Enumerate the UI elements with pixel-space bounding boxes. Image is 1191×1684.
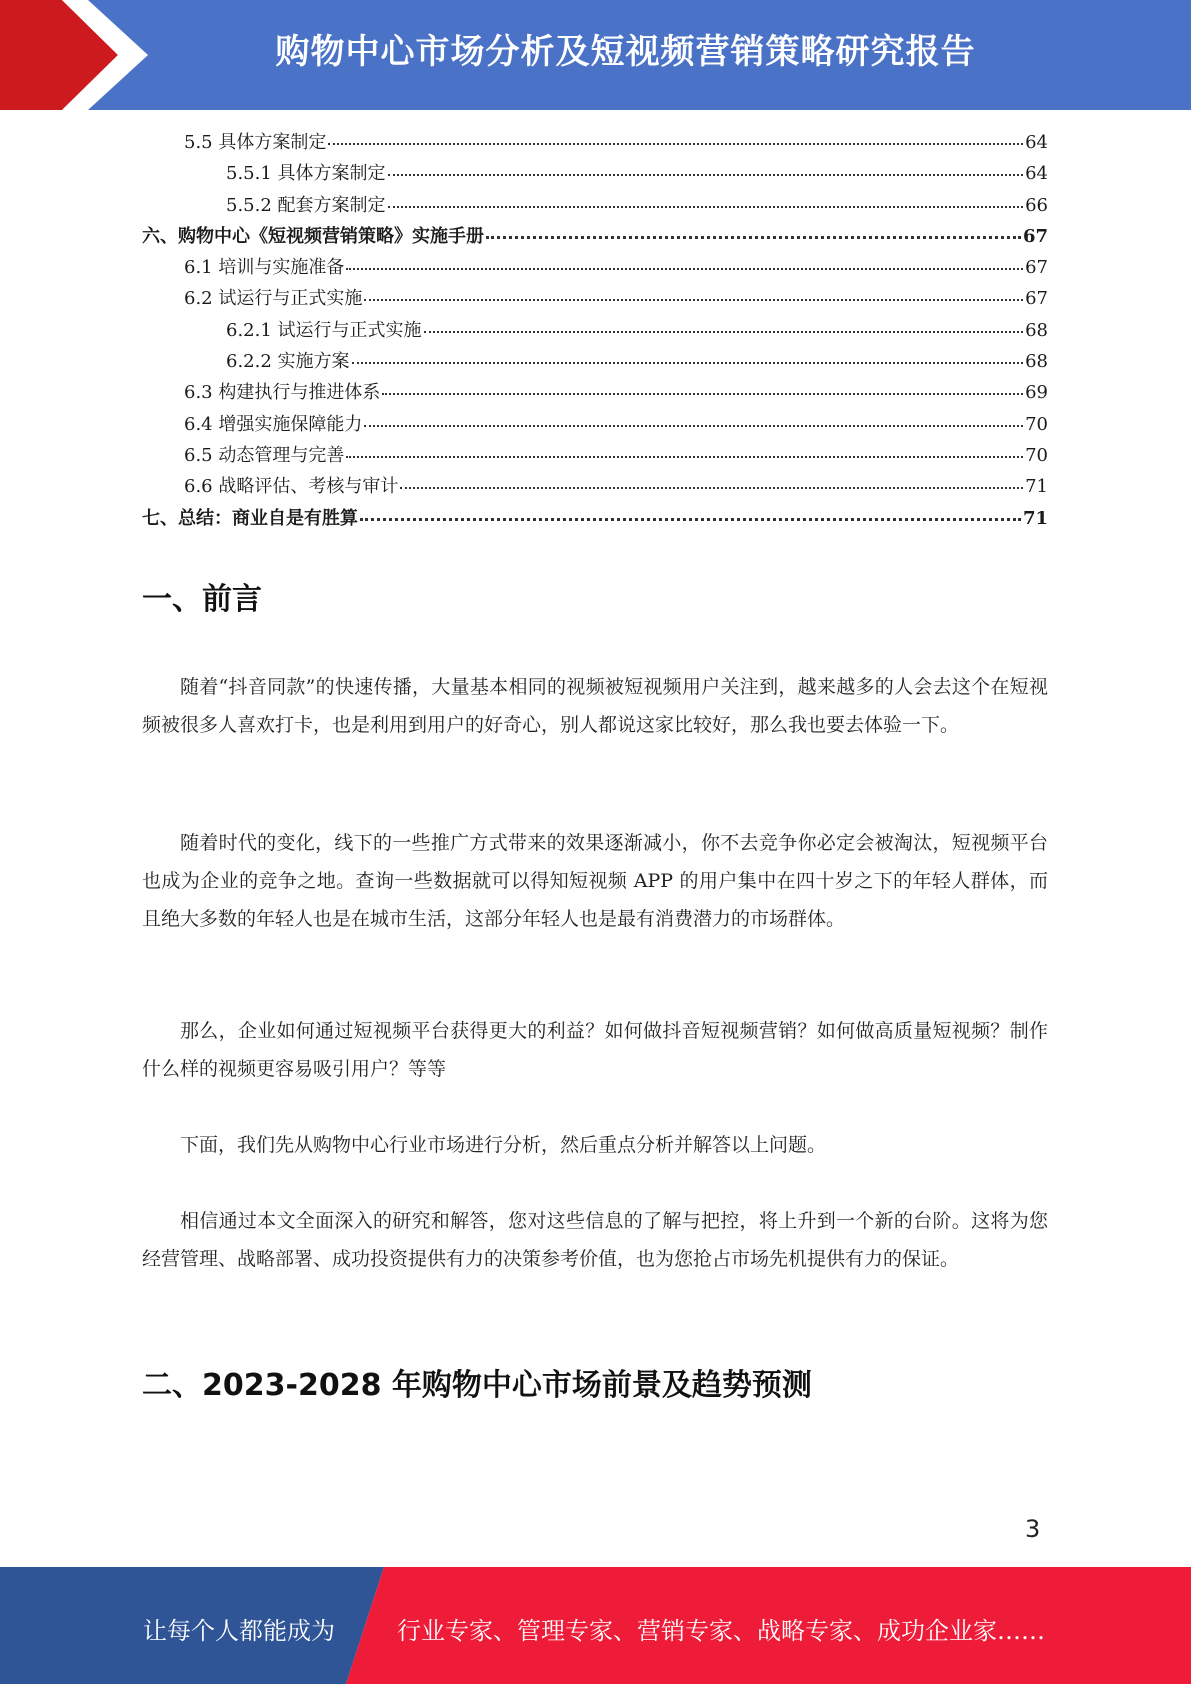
toc-dot-leader [400,487,1023,489]
toc-entry-page: 64 [1025,132,1048,153]
toc-dot-leader [364,425,1023,427]
paragraph: 相信通过本文全面深入的研究和解答，您对这些信息的了解与把控，将上升到一个新的台阶。这将为您经营管理、战略部署、成功投资提供有力的决策参考价值，也为您抢占市场先机提供有力的保证。 [142,1210,1048,1270]
report-title: 购物中心市场分析及短视频营销策略研究报告 [275,32,976,72]
toc-entry-label: 6.3 构建执行与推进体系 [184,382,381,404]
toc-entry-page: 69 [1025,382,1048,404]
toc-entry-label: 六、购物中心《短视频营销策略》实施手册 [142,225,484,247]
toc-dot-leader [382,393,1023,395]
toc-entry[interactable] [142,127,1048,158]
toc-entry[interactable] [142,377,1048,408]
toc-entry-page: 64 [1025,163,1048,185]
toc-entry-page: 68 [1025,319,1048,341]
toc-entry-page: 67 [1025,288,1048,310]
toc-entry[interactable] [142,471,1048,502]
toc-entry[interactable] [142,190,1048,221]
page-footer [0,1567,1191,1684]
toc-entry-label: 5.5.1 具体方案制定 [226,163,386,185]
table-of-contents [142,127,1048,534]
toc-dot-leader [346,268,1023,270]
toc-entry[interactable] [142,440,1048,471]
toc-entry-label: 5.5.2 配套方案制定 [226,194,386,216]
toc-entry-label: 5.5 具体方案制定 [184,132,327,153]
toc-dot-leader [486,236,1021,239]
toc-entry-label: 6.2.1 试运行与正式实施 [226,319,422,341]
toc-entry-label: 6.4 增强实施保障能力 [184,413,363,435]
toc-entry[interactable] [142,315,1048,346]
toc-entry[interactable] [142,409,1048,440]
toc-entry-page: 70 [1025,444,1048,466]
toc-entry[interactable] [142,252,1048,283]
toc-entry-page: 71 [1025,476,1048,498]
toc-entry-page: 67 [1025,257,1048,279]
toc-dot-leader [388,206,1024,208]
paragraph: 随着时代的变化，线下的一些推广方式带来的效果逐渐减小，你不去竞争你必定会被淘汰，短视频平台也成为企业的竞争之地。查询一些数据就可以得知短视频 APP 的用户集中在四十岁之下的年轻人群体，而且绝大多数的年轻人也是在城市生活，这部分年轻人也是最有消费潜力的市场群体。 [142,832,1048,930]
section-heading-forecast: 二、2023-2028 年购物中心市场前景及趋势预测 [142,1368,812,1403]
toc-entry[interactable] [142,283,1048,314]
toc-dot-leader [388,174,1024,176]
toc-entry-label: 6.5 动态管理与完善 [184,444,345,466]
footer-slogan-right: 行业专家、管理专家、营销专家、战略专家、成功企业家…… [397,1617,1045,1645]
toc-dot-leader [364,299,1023,301]
toc-entry-label: 6.6 战略评估、考核与审计 [184,476,399,498]
toc-entry-label: 6.1 培训与实施准备 [184,257,345,279]
toc-entry-page: 68 [1025,351,1048,373]
page-header [0,0,1191,110]
toc-entry-page: 67 [1022,225,1048,247]
toc-entry[interactable] [142,158,1048,189]
toc-dot-leader [352,362,1024,364]
toc-entry-label: 七、总结：商业自是有胜算 [142,507,358,529]
footer-slogan-left: 让每个人都能成为 [143,1617,335,1645]
toc-entry-page: 66 [1025,194,1048,216]
toc-dot-leader [424,331,1024,333]
toc-entry-label: 6.2 试运行与正式实施 [184,288,363,310]
paragraph: 那么，企业如何通过短视频平台获得更大的利益？如何做抖音短视频营销？如何做高质量短视频？制作什么样的视频更容易吸引用户？等等 [142,1020,1048,1080]
toc-entry[interactable] [142,346,1048,377]
section-heading-preface: 一、前言 [142,582,262,617]
toc-entry-page: 70 [1025,413,1048,435]
page-number: 3 [1025,1515,1041,1543]
paragraph: 下面，我们先从购物中心行业市场进行分析，然后重点分析并解答以上问题。 [180,1134,827,1156]
toc-dot-leader [328,143,1023,145]
toc-entry[interactable] [142,221,1048,252]
toc-dot-leader [346,456,1023,458]
toc-entry[interactable] [142,503,1048,534]
toc-entry-label: 6.2.2 实施方案 [226,351,350,373]
paragraph: 随着“抖音同款”的快速传播，大量基本相同的视频被短视频用户关注到，越来越多的人会去这个在短视频被很多人喜欢打卡，也是利用到用户的好奇心，别人都说这家比较好，那么我也要去体验一下。 [142,676,1048,736]
toc-entry-page: 71 [1022,507,1048,529]
toc-dot-leader [360,518,1021,521]
